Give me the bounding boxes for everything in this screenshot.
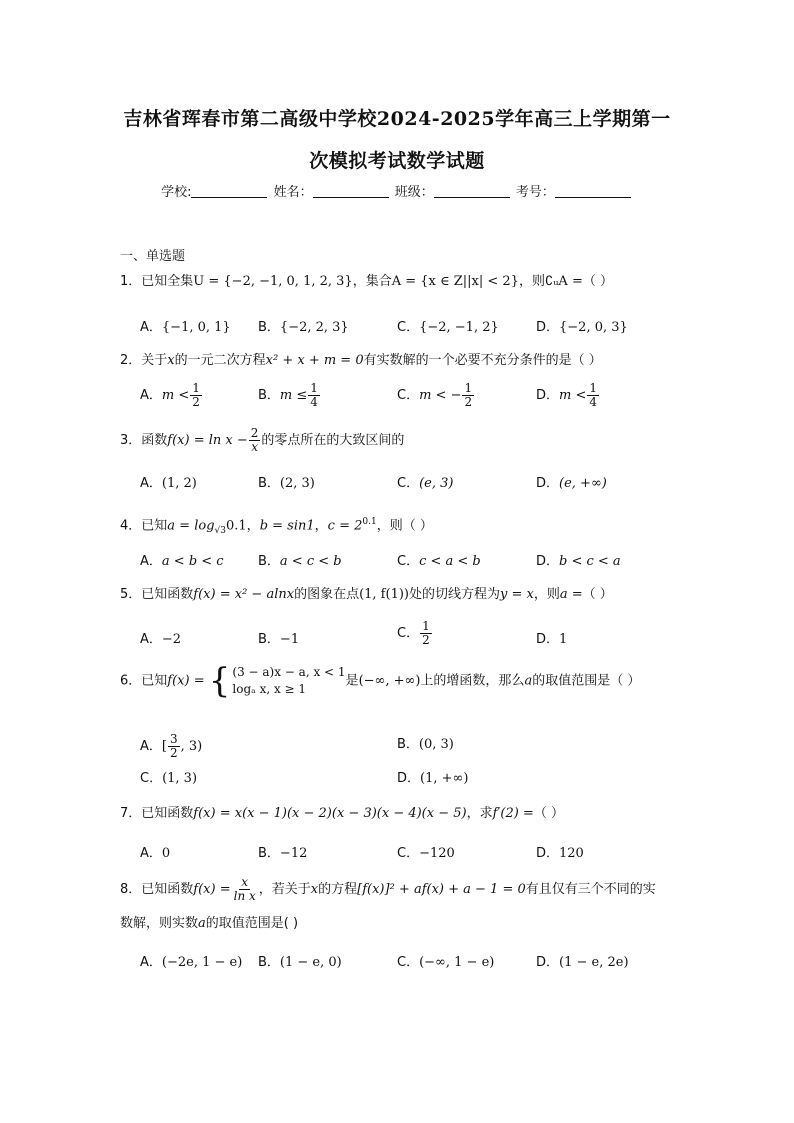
q3-option-a[interactable] (140, 472, 197, 491)
text-fragment: U = {−2, −1, 0, 1, 2, 3} (193, 274, 353, 289)
question-8-line2 (120, 913, 298, 935)
text-fragment: A． (140, 955, 162, 970)
text-fragment: A． (140, 739, 162, 754)
q3-option-c[interactable] (397, 472, 453, 491)
text-fragment: 4． (120, 518, 142, 534)
text-fragment: B． (397, 737, 419, 752)
question-2 (120, 350, 602, 372)
text-fragment: D． (536, 846, 560, 861)
text-fragment: 6． (120, 673, 142, 689)
text-fragment: 2 (192, 395, 200, 409)
section-heading: 一、单选题 (120, 249, 186, 264)
q8-option-d[interactable] (536, 951, 629, 970)
text-fragment: 已知函数 (141, 882, 194, 897)
text-fragment: A． (140, 632, 162, 647)
text-fragment: B． (258, 955, 280, 970)
text-fragment: 2 (464, 395, 473, 409)
text-fragment: 已知 (141, 673, 168, 689)
text-fragment: 的零点所在的大致区间的 (261, 433, 405, 448)
text-fragment: 1． (120, 274, 142, 289)
text-fragment: C． (397, 320, 420, 335)
text-fragment: 1 (310, 381, 318, 395)
text-fragment: （ ） (582, 274, 613, 289)
text-fragment: A． (140, 554, 162, 569)
piecewise-function: { (3 − a)x − a, x < 1 logₐ x, x ≥ 1 (208, 661, 346, 701)
text-fragment: 0.1 (362, 517, 377, 527)
text-fragment: (−∞, +∞) (358, 673, 421, 689)
text-fragment: {−1, 0, 1} (161, 320, 231, 335)
text-fragment: ， (246, 518, 260, 534)
q6-option-b[interactable] (397, 733, 454, 752)
text-fragment: 120 (559, 846, 584, 861)
text-fragment: 有且仅有三个不同的实 (525, 882, 656, 897)
text-fragment: 2 (169, 746, 178, 760)
text-fragment: {−2, −1, 2} (419, 320, 499, 335)
text-fragment: [ (161, 739, 167, 754)
text-fragment: B． (258, 476, 280, 491)
text-fragment: 7． (120, 806, 142, 821)
text-fragment: ，则 (518, 274, 545, 289)
q7-option-a[interactable] (140, 842, 170, 861)
text-fragment: b < c < a (559, 554, 621, 569)
text-fragment: m < (161, 388, 190, 403)
text-fragment: (−∞, 1 − e) (419, 955, 495, 970)
text-fragment: [f(x)]² + af(x) + a − 1 = 0 (357, 882, 526, 897)
text-fragment: (1, f(1)) (359, 587, 409, 602)
q1-option-b[interactable] (258, 316, 349, 335)
q7-option-d[interactable] (536, 842, 584, 861)
text-fragment: 4 (589, 395, 598, 409)
question-5 (120, 584, 613, 606)
text-fragment: f(x) = ln x − (167, 433, 248, 448)
text-fragment: C． (397, 846, 420, 861)
text-fragment: (e, 3) (419, 476, 454, 491)
text-fragment: , 3) (180, 739, 203, 754)
text-fragment: a < b < c (161, 554, 224, 569)
q6-option-d[interactable] (397, 767, 468, 786)
text-fragment: ln x (233, 889, 256, 903)
q8-option-c[interactable] (397, 951, 494, 970)
text-fragment: 的方程 (318, 882, 358, 897)
text-fragment: a (198, 916, 206, 931)
text-fragment: D． (536, 320, 560, 335)
text-fragment: B． (258, 320, 280, 335)
q2-option-b[interactable] (258, 382, 321, 409)
q5-option-a[interactable] (140, 628, 181, 647)
text-fragment: B． (258, 632, 280, 647)
text-fragment: 3． (120, 433, 142, 448)
q5-option-b[interactable] (258, 628, 299, 647)
q8-option-b[interactable] (258, 951, 342, 970)
text-fragment: D． (536, 632, 560, 647)
text-fragment: −1 (279, 632, 300, 647)
text-fragment: x² + x + m = 0 (265, 353, 364, 368)
text-fragment: C． (140, 771, 163, 786)
text-fragment: m ≤ (279, 388, 308, 403)
text-fragment: x (310, 882, 319, 897)
q3-option-d[interactable] (536, 472, 607, 491)
text-fragment: (0, 3) (418, 737, 454, 752)
text-fragment: ，若关于 (258, 882, 311, 897)
q2-option-c[interactable] (397, 382, 475, 409)
q2-option-d[interactable] (536, 382, 600, 409)
exam-number-label: 考号： (515, 185, 555, 200)
text-fragment: ，集合 (352, 274, 392, 289)
text-fragment: 5． (120, 587, 142, 602)
q1-option-a[interactable] (140, 316, 231, 335)
text-fragment: −12 (279, 846, 308, 861)
text-fragment: D． (536, 388, 560, 403)
text-fragment: A = {x ∈ Z||x| < 2} (391, 274, 519, 289)
text-fragment: ，则（ ） (376, 518, 433, 534)
text-fragment: B． (258, 554, 280, 569)
text-fragment: (2, 3) (279, 476, 315, 491)
text-fragment: 0.1 (225, 518, 247, 534)
text-fragment: 2 (422, 633, 430, 647)
q6-option-c[interactable] (140, 767, 197, 786)
text-fragment: （ ） (533, 806, 564, 821)
text-fragment: 关于 (141, 353, 168, 368)
text-fragment: m < (559, 388, 587, 403)
text-fragment: 已知全集 (141, 274, 194, 289)
text-fragment: D． (397, 771, 421, 786)
question-7 (120, 803, 564, 825)
exam-title-line1: 吉林省珲春市第二高级中学校2024-2025学年高三上学期第一 (123, 108, 671, 130)
text-fragment: 已知 (141, 518, 168, 534)
q4-option-a[interactable] (140, 550, 224, 569)
text-fragment: (1 − e, 0) (279, 955, 342, 970)
text-fragment: f(x) = x(x − 1)(x − 2)(x − 3)(x − 4)(x − 5) (193, 806, 467, 821)
text-fragment: (1 − e, 2e) (559, 955, 629, 970)
text-fragment: (e, +∞) (559, 476, 607, 491)
text-fragment: m < − (419, 388, 462, 403)
name-label: 姓名： (273, 185, 313, 200)
text-fragment: A． (140, 846, 162, 861)
text-fragment: A． (140, 388, 162, 403)
text-fragment: a < c < b (279, 554, 342, 569)
question-1 (120, 271, 613, 293)
text-fragment: 已知函数 (141, 587, 194, 602)
text-fragment: A． (140, 476, 162, 491)
text-fragment: c < a < b (419, 554, 481, 569)
text-fragment: （ ） (582, 587, 613, 602)
text-fragment: f(x) = (167, 673, 205, 689)
text-fragment: 2 (250, 426, 259, 440)
text-fragment: (3 − a)x − a, x < 1 (232, 665, 346, 679)
text-fragment: 2． (120, 353, 142, 368)
question-6 (120, 661, 641, 701)
text-fragment: 上的增函数，那么 (420, 673, 525, 689)
q4-option-b[interactable] (258, 550, 342, 569)
text-fragment: b = sin1 (259, 518, 315, 534)
text-fragment: (1, 2) (161, 476, 197, 491)
text-fragment: ，则 (533, 587, 560, 602)
text-fragment: 3 (169, 732, 178, 746)
text-fragment: ∁ᵤA = (544, 274, 583, 289)
text-fragment: 1 (422, 619, 430, 633)
text-fragment: x (251, 440, 258, 454)
q5-option-d[interactable] (536, 628, 567, 647)
text-fragment: C． (397, 388, 420, 403)
exam-number-blank[interactable] (555, 184, 631, 198)
q8-option-a[interactable] (140, 951, 242, 970)
text-fragment: {−2, 0, 3} (559, 320, 628, 335)
text-fragment: 是 (345, 673, 359, 689)
q4-option-c[interactable] (397, 550, 481, 569)
text-fragment: 数解，则实数 (120, 916, 199, 931)
text-fragment: ，求 (466, 806, 493, 821)
text-fragment: y = x (500, 587, 534, 602)
name-blank[interactable] (313, 184, 389, 198)
text-fragment: A． (140, 320, 162, 335)
text-fragment: C． (397, 476, 420, 491)
q2-option-a[interactable] (140, 382, 203, 409)
text-fragment: 1 (464, 381, 473, 395)
text-fragment: logₐ x, x ≥ 1 (232, 682, 307, 696)
text-fragment: f′(2) = (492, 806, 534, 821)
text-fragment: 8． (120, 882, 142, 897)
text-fragment: B． (258, 846, 280, 861)
text-fragment: 0 (161, 846, 171, 861)
question-8 (120, 876, 656, 903)
q4-option-d[interactable] (536, 550, 621, 569)
text-fragment: c = 2 (327, 518, 363, 534)
text-fragment: −120 (419, 846, 455, 861)
text-fragment: 有实数解的一个必要不充分条件的是（ ） (363, 353, 602, 368)
q3-option-b[interactable] (258, 472, 315, 491)
text-fragment: a = log (167, 518, 215, 534)
text-fragment: 1 (559, 632, 568, 647)
q1-option-c[interactable] (397, 316, 499, 335)
exam-title-line2: 次模拟考试数学试题 (309, 150, 485, 172)
text-fragment: 已知函数 (141, 806, 194, 821)
school-label: 学校: (161, 185, 192, 200)
text-fragment: C． (397, 554, 420, 569)
text-fragment: C． (397, 955, 420, 970)
q7-option-b[interactable] (258, 842, 307, 861)
school-blank[interactable] (191, 184, 267, 198)
text-fragment: {−2, 2, 3} (279, 320, 349, 335)
text-fragment: 的取值范围是（ ） (532, 673, 641, 689)
text-fragment: x (167, 353, 175, 368)
text-fragment: 4 (310, 395, 318, 409)
q1-option-d[interactable] (536, 316, 628, 335)
text-fragment: (−2e, 1 − e) (161, 955, 243, 970)
class-blank[interactable] (434, 184, 510, 198)
text-fragment: 的图象在点 (294, 587, 360, 602)
text-fragment: (1, +∞) (420, 771, 469, 786)
text-fragment: D． (536, 955, 560, 970)
text-fragment: 1 (589, 381, 598, 395)
q7-option-c[interactable] (397, 842, 455, 861)
text-fragment: x (241, 875, 249, 889)
text-fragment: ， (314, 518, 328, 534)
text-fragment: 的取值范围是( ) (205, 916, 299, 931)
text-fragment: 处的切线方程为 (408, 587, 500, 602)
text-fragment: −2 (161, 632, 182, 647)
text-fragment: f(x) = x² − alnx (193, 587, 295, 602)
text-fragment: 1 (192, 381, 200, 395)
text-fragment: D． (536, 476, 560, 491)
question-3 (120, 427, 404, 454)
text-fragment: (1, 3) (162, 771, 198, 786)
student-info-row (0, 181, 794, 200)
text-fragment: a = (559, 587, 583, 602)
text-fragment: C． (397, 626, 420, 641)
text-fragment: B． (258, 388, 280, 403)
class-label: 班级： (394, 185, 434, 200)
text-fragment: D． (536, 554, 560, 569)
q6-option-a[interactable] (140, 733, 202, 760)
text-fragment: f(x) = (193, 882, 231, 897)
text-fragment: a (524, 673, 533, 689)
text-fragment: 的一元二次方程 (174, 353, 266, 368)
text-fragment: √3 (214, 525, 226, 536)
text-fragment: 函数 (141, 433, 168, 448)
question-4 (120, 511, 433, 542)
q5-option-c[interactable] (397, 620, 433, 647)
